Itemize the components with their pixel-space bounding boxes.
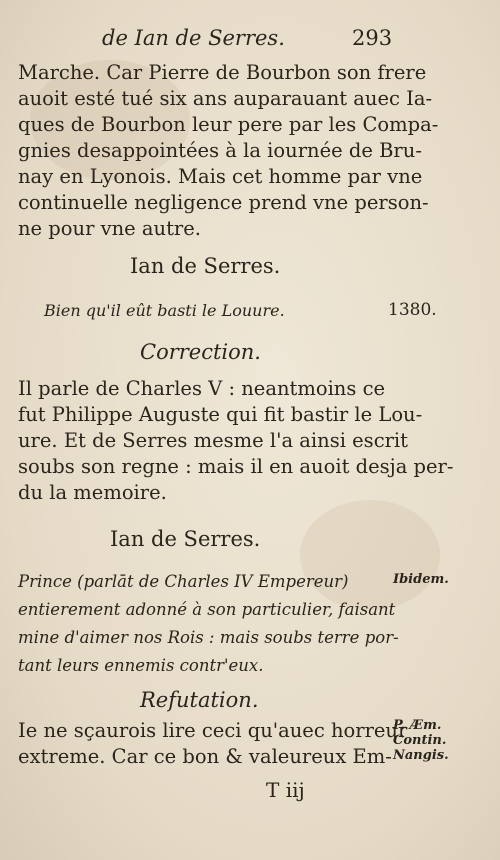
running-header: de Ian de Serres. [102, 26, 285, 50]
margin-reference: P. Æm. [393, 718, 442, 733]
quoted-passage [18, 568, 399, 680]
text-line: continuelle negligence prend vne person- [18, 191, 429, 214]
quoted-passage: Bien qu'il eût basti le Louure. [44, 301, 285, 320]
text-line: gnies desappointées à la iournée de Bru- [18, 139, 422, 162]
signature-mark: T iij [266, 778, 305, 802]
text-line: du la memoire. [18, 481, 167, 504]
text-line: ques de Bourbon leur pere par les Compa- [18, 113, 439, 136]
paragraph-2 [18, 376, 453, 506]
text-line: nay en Lyonois. Mais cet homme par vne [18, 165, 423, 188]
section-heading: Correction. [140, 340, 261, 364]
text-line: Marche. Car Pierre de Bourbon son frere [18, 61, 427, 84]
text-line: soubs son regne : mais il en auoit desja per- [18, 455, 454, 478]
page-number: 293 [352, 26, 393, 50]
margin-note: Ibidem. [393, 572, 449, 587]
text-line: auoit esté tué six ans auparauant auec Ia- [18, 87, 433, 110]
text-line: mine d'aimer nos Rois : mais soubs terre por- [18, 628, 399, 647]
text-line: entierement adonné à son particulier, faisant [18, 600, 396, 619]
section-heading: Ian de Serres. [130, 254, 281, 278]
text-line: extreme. Car ce bon & valeureux Em- [18, 745, 392, 768]
text-line: Il parle de Charles V : neantmoins ce [18, 377, 386, 400]
text-line: ure. Et de Serres mesme l'a ainsi escrit [18, 429, 409, 452]
margin-reference: Contin. [393, 733, 447, 748]
text-line: Prince (parlāt de Charles IV Empereur) [18, 572, 349, 591]
margin-reference: Nangis. [393, 748, 449, 763]
text-line: fut Philippe Auguste qui fit bastir le Lou- [18, 403, 423, 426]
paragraph-3 [18, 718, 407, 770]
text-line: tant leurs ennemis contr'eux. [18, 656, 264, 675]
margin-note [393, 718, 449, 763]
text-line: ne pour vne autre. [18, 217, 201, 240]
section-heading: Ian de Serres. [110, 527, 261, 551]
text-line: Ie ne sçaurois lire ceci qu'auec horreur [18, 719, 408, 742]
section-heading: Refutation. [140, 688, 259, 712]
margin-year: 1380. [388, 300, 437, 320]
paragraph-1 [18, 60, 438, 242]
